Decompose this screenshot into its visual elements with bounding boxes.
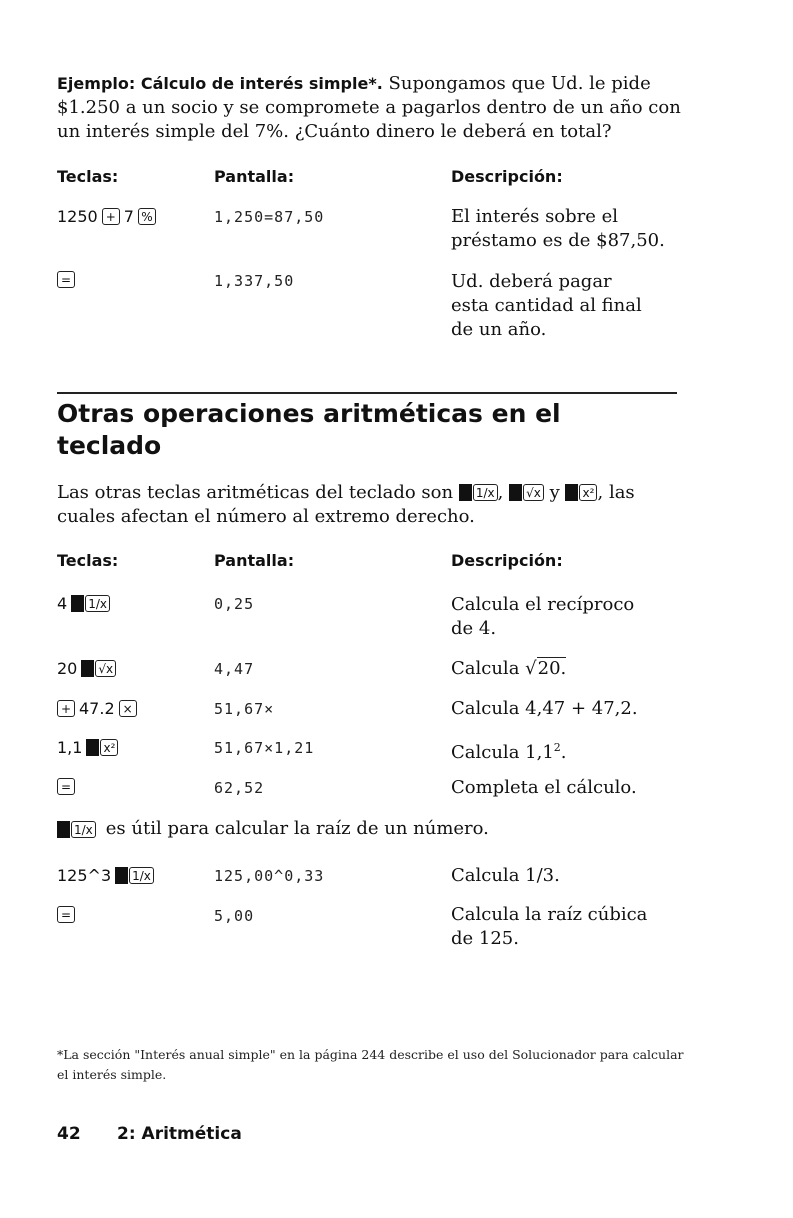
- table2-row2-display: 4,47: [214, 660, 255, 678]
- description-text: Calcula 1,1: [451, 742, 554, 763]
- reciprocal-key: 1/x: [85, 595, 110, 612]
- section-divider: [57, 392, 677, 394]
- keys-prefix: 1250: [57, 207, 98, 226]
- table3-row1-display: 125,00^0,33: [214, 867, 325, 885]
- intro-text-after: las cuales afectan el número al extremo derecho.: [57, 482, 635, 527]
- sqrt-argument: 20.: [537, 658, 567, 679]
- shift-key-icon: [71, 595, 84, 612]
- shift-key-icon: [509, 484, 522, 501]
- description-suffix: .: [560, 742, 567, 763]
- square-key: x²: [100, 739, 118, 756]
- table2-row1-keys: [57, 594, 110, 613]
- keys-prefix: 1,1: [57, 738, 83, 757]
- table1-row1-description: El interés sobre el préstamo es de $87,50.: [451, 206, 665, 251]
- table1-row2-description: Ud. deberá pagar esta cantidad al final de un año.: [451, 271, 642, 340]
- reciprocal-key: 1/x: [129, 867, 154, 884]
- table3-row1-keys: [57, 866, 154, 885]
- keys-prefix: 125^3: [57, 866, 112, 885]
- table1-row1-keys: [57, 207, 156, 226]
- shift-key-icon: [86, 739, 99, 756]
- plus-key: +: [57, 700, 75, 717]
- intro-sep: ,: [597, 482, 604, 503]
- header-description-2: Descripción:: [451, 551, 563, 570]
- table2-row4-display: 51,67×1,21: [214, 739, 315, 757]
- sqrt-key: √x: [95, 660, 116, 677]
- table2-row5-keys: [57, 778, 75, 795]
- table2-row1-display: 0,25: [214, 595, 255, 613]
- square-key: x²: [579, 484, 597, 501]
- table2-row1-description: Calcula el recíproco de 4.: [451, 594, 635, 639]
- footnote: *La sección "Interés anual simple" en la página 244 describe el uso del Solucionador para calcular el interés simple.: [57, 1047, 684, 1082]
- chapter-title: 2: Aritmética: [117, 1124, 242, 1144]
- shift-key-icon: [565, 484, 578, 501]
- reciprocal-key: 1/x: [71, 821, 96, 838]
- page-number: 42: [57, 1124, 81, 1144]
- table3-row2-description: Calcula la raíz cúbica de 125.: [451, 904, 648, 949]
- keys-number: 47.2: [79, 699, 115, 718]
- table2-row4-description: [451, 736, 567, 765]
- shift-key-icon: [459, 484, 472, 501]
- header-description-1: Descripción:: [451, 167, 563, 186]
- plus-key: +: [102, 208, 120, 225]
- table3-row1-description: Calcula 1/3.: [451, 865, 560, 886]
- keys-prefix: 4: [57, 594, 68, 613]
- table2-row5-display: 62,52: [214, 779, 265, 797]
- header-keys-2: Teclas:: [57, 551, 119, 570]
- note-line: [57, 817, 489, 841]
- multiply-key: ×: [119, 700, 137, 717]
- header-display-2: Pantalla:: [214, 551, 295, 570]
- reciprocal-key: 1/x: [473, 484, 498, 501]
- intro-text-before: Las otras teclas aritméticas del teclado son: [57, 482, 454, 503]
- example-heading: Ejemplo: Cálculo de interés simple*.: [57, 74, 383, 93]
- table2-row2-description: Calcula √20.: [451, 658, 567, 679]
- table1-row1-display: 1,250=87,50: [214, 208, 325, 226]
- superscript: 2: [553, 741, 561, 754]
- intro-paragraph: [57, 481, 687, 529]
- sqrt-key: √x: [523, 484, 544, 501]
- table2-row3-keys: [57, 699, 137, 718]
- table1-row2-keys: [57, 271, 75, 288]
- table2-row4-keys: [57, 738, 118, 757]
- equals-key: =: [57, 906, 75, 923]
- keys-number: 7: [123, 207, 134, 226]
- section-title: Otras operaciones aritméticas en el teclado: [57, 399, 561, 460]
- example-paragraph: [57, 72, 687, 144]
- percent-key: %: [138, 208, 156, 225]
- shift-key-icon: [81, 660, 94, 677]
- intro-sep: y: [549, 482, 560, 503]
- table3-row2-keys: [57, 906, 75, 923]
- table3-row2-display: 5,00: [214, 907, 255, 925]
- header-keys-1: Teclas:: [57, 167, 119, 186]
- shift-key-icon: [115, 867, 128, 884]
- keys-prefix: 20: [57, 659, 78, 678]
- table2-row2-keys: [57, 659, 116, 678]
- table2-row3-description: Calcula 4,47 + 47,2.: [451, 698, 638, 719]
- intro-sep: ,: [497, 482, 504, 503]
- example-text: Supongamos que Ud. le pide $1.250 a un socio y se compromete a pagarlos dentro de un año con un interés simple del 7%. ¿Cuánto dinero le deberá en total?: [57, 73, 681, 142]
- shift-key-icon: [57, 821, 70, 838]
- equals-key: =: [57, 778, 75, 795]
- equals-key: =: [57, 271, 75, 288]
- description-text: Calcula: [451, 658, 520, 679]
- table2-row5-description: Completa el cálculo.: [451, 777, 637, 798]
- table1-row2-display: 1,337,50: [214, 272, 295, 290]
- table2-row3-display: 51,67×: [214, 700, 275, 718]
- note-text: es útil para calcular la raíz de un número.: [105, 818, 489, 839]
- header-display-1: Pantalla:: [214, 167, 295, 186]
